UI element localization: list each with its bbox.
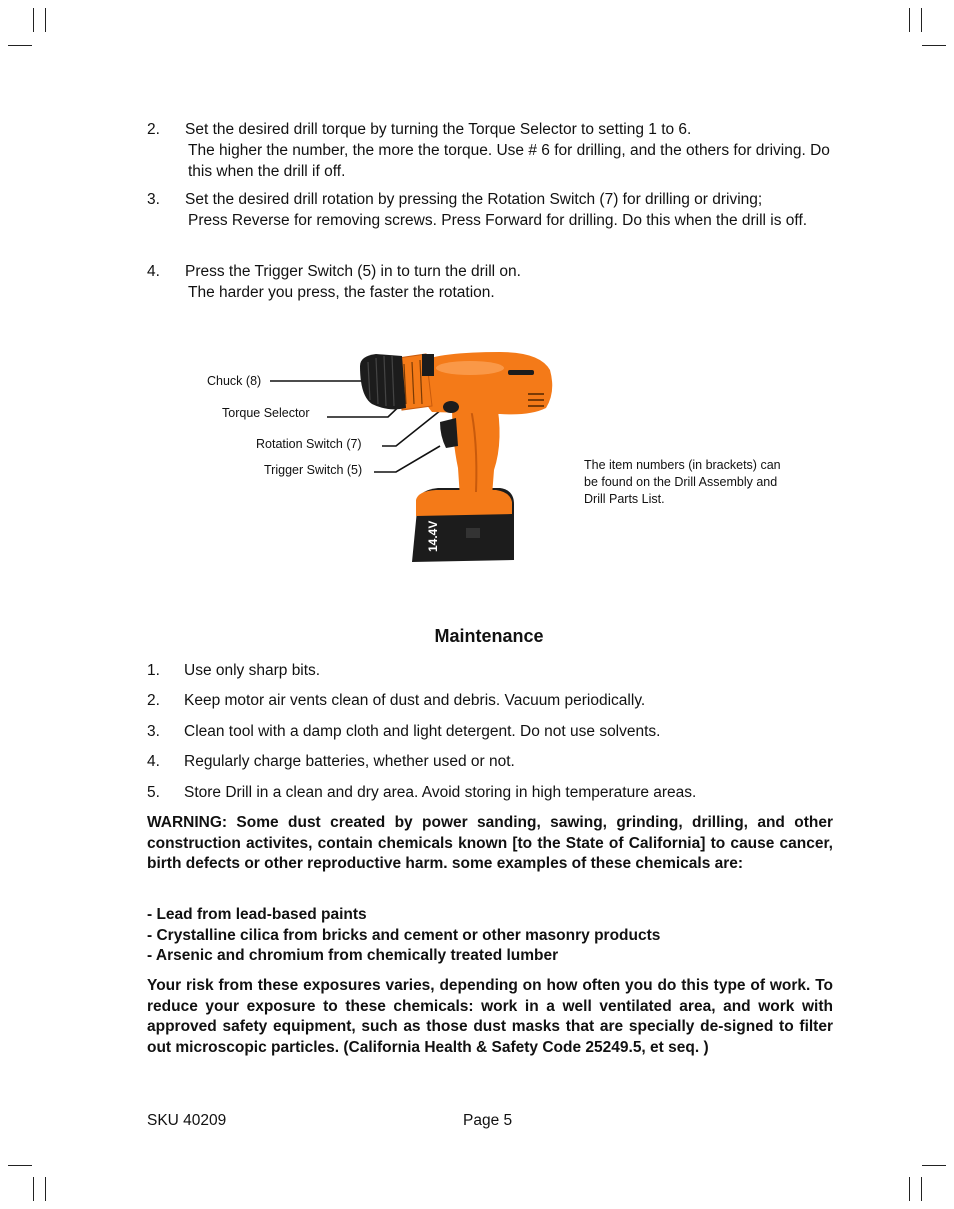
crop-mark (8, 45, 32, 46)
step-item (147, 119, 847, 182)
chuck (360, 354, 406, 409)
crop-mark (8, 1165, 32, 1166)
crop-mark (909, 1177, 910, 1201)
crop-mark (921, 8, 922, 32)
item-number: 4. (147, 753, 160, 770)
figure-note: The item numbers (in brackets) can be found on the Drill Assembly and Drill Parts List. (584, 458, 781, 506)
step-text: Set the desired drill torque by turning the Torque Selector to setting 1 to 6. (185, 121, 692, 138)
step-text: Set the desired drill rotation by pressing the Rotation Switch (7) for drilling or driving; (185, 191, 763, 208)
trigger (440, 418, 458, 448)
step-text-continued: The harder you press, the faster the rotation. (188, 284, 495, 301)
chemical-list (147, 905, 833, 967)
chemical-list-item: - Crystalline cilica from bricks and cement or other masonry products (147, 926, 661, 944)
drill-illustration (260, 330, 570, 575)
rotation-switch-label: Rotation Switch (7) (256, 437, 362, 451)
step-item (147, 189, 847, 231)
warning-paragraph: WARNING: Some dust created by power sanding, sawing, grinding, drilling, and other construction activites, contain chemicals known [to the State of California] to cause cancer, birth defects or other reproductive harm. some examples of these chemicals are: (147, 814, 833, 872)
chemical-list-item: - Lead from lead-based paints (147, 906, 367, 923)
torque-selector-label: Torque Selector (222, 406, 310, 420)
crop-mark (909, 8, 910, 32)
trigger-switch-label: Trigger Switch (5) (264, 463, 363, 477)
crop-mark (45, 1177, 46, 1201)
item-number: 3. (147, 723, 160, 740)
page-number: Page 5 (463, 1112, 513, 1129)
maintenance-item (147, 661, 847, 681)
step-number: 3. (147, 191, 160, 208)
item-text: Clean tool with a damp cloth and light detergent. Do not use solvents. (184, 723, 661, 740)
item-text: Store Drill in a clean and dry area. Avoid storing in high temperature areas. (184, 784, 697, 801)
sku-number: SKU 40209 (147, 1112, 227, 1129)
step-text-continued: The higher the number, the more the torque. Use # 6 for drilling, and the others for driving. Do this when the drill if off. (188, 142, 830, 180)
step-number: 4. (147, 263, 160, 280)
item-number: 2. (147, 692, 160, 709)
maintenance-item (147, 722, 847, 742)
exposure-paragraph: Your risk from these exposures varies, depending on how often you do this type of work. To reduce your exposure to these chemicals: work in a well ventilated area, and work with approved safety equipment, such as those dust masks that are specially de-signed to filter out microscopic particles. (California Health & Safety Code 25249.5, et seq. ) (147, 977, 833, 1056)
crop-mark (922, 1165, 946, 1166)
battery-voltage: 14.4V (426, 520, 440, 552)
crop-mark (921, 1177, 922, 1201)
crop-mark (33, 8, 34, 32)
battery-pack (412, 488, 514, 562)
crop-mark (45, 8, 46, 32)
chemical-list-item: - Arsenic and chromium from chemically treated lumber (147, 947, 559, 964)
crop-mark (33, 1177, 34, 1201)
item-number: 5. (147, 784, 160, 801)
item-number: 1. (147, 662, 160, 679)
maintenance-item (147, 752, 847, 772)
step-text-continued: Press Reverse for removing screws. Press Forward for drilling. Do this when the drill is off. (188, 212, 808, 229)
item-text: Keep motor air vents clean of dust and debris. Vacuum periodically. (184, 692, 646, 709)
step-number: 2. (147, 121, 160, 138)
item-text: Use only sharp bits. (184, 662, 321, 679)
step-text: Press the Trigger Switch (5) in to turn the drill on. (185, 263, 521, 280)
maintenance-item (147, 783, 847, 803)
crop-mark (922, 45, 946, 46)
maintenance-item (147, 691, 847, 711)
rotation-switch (443, 401, 459, 413)
item-text: Regularly charge batteries, whether used or not. (184, 753, 515, 770)
chuck-label: Chuck (8) (207, 374, 262, 388)
step-item (147, 261, 847, 303)
maintenance-heading: Maintenance (434, 626, 544, 646)
